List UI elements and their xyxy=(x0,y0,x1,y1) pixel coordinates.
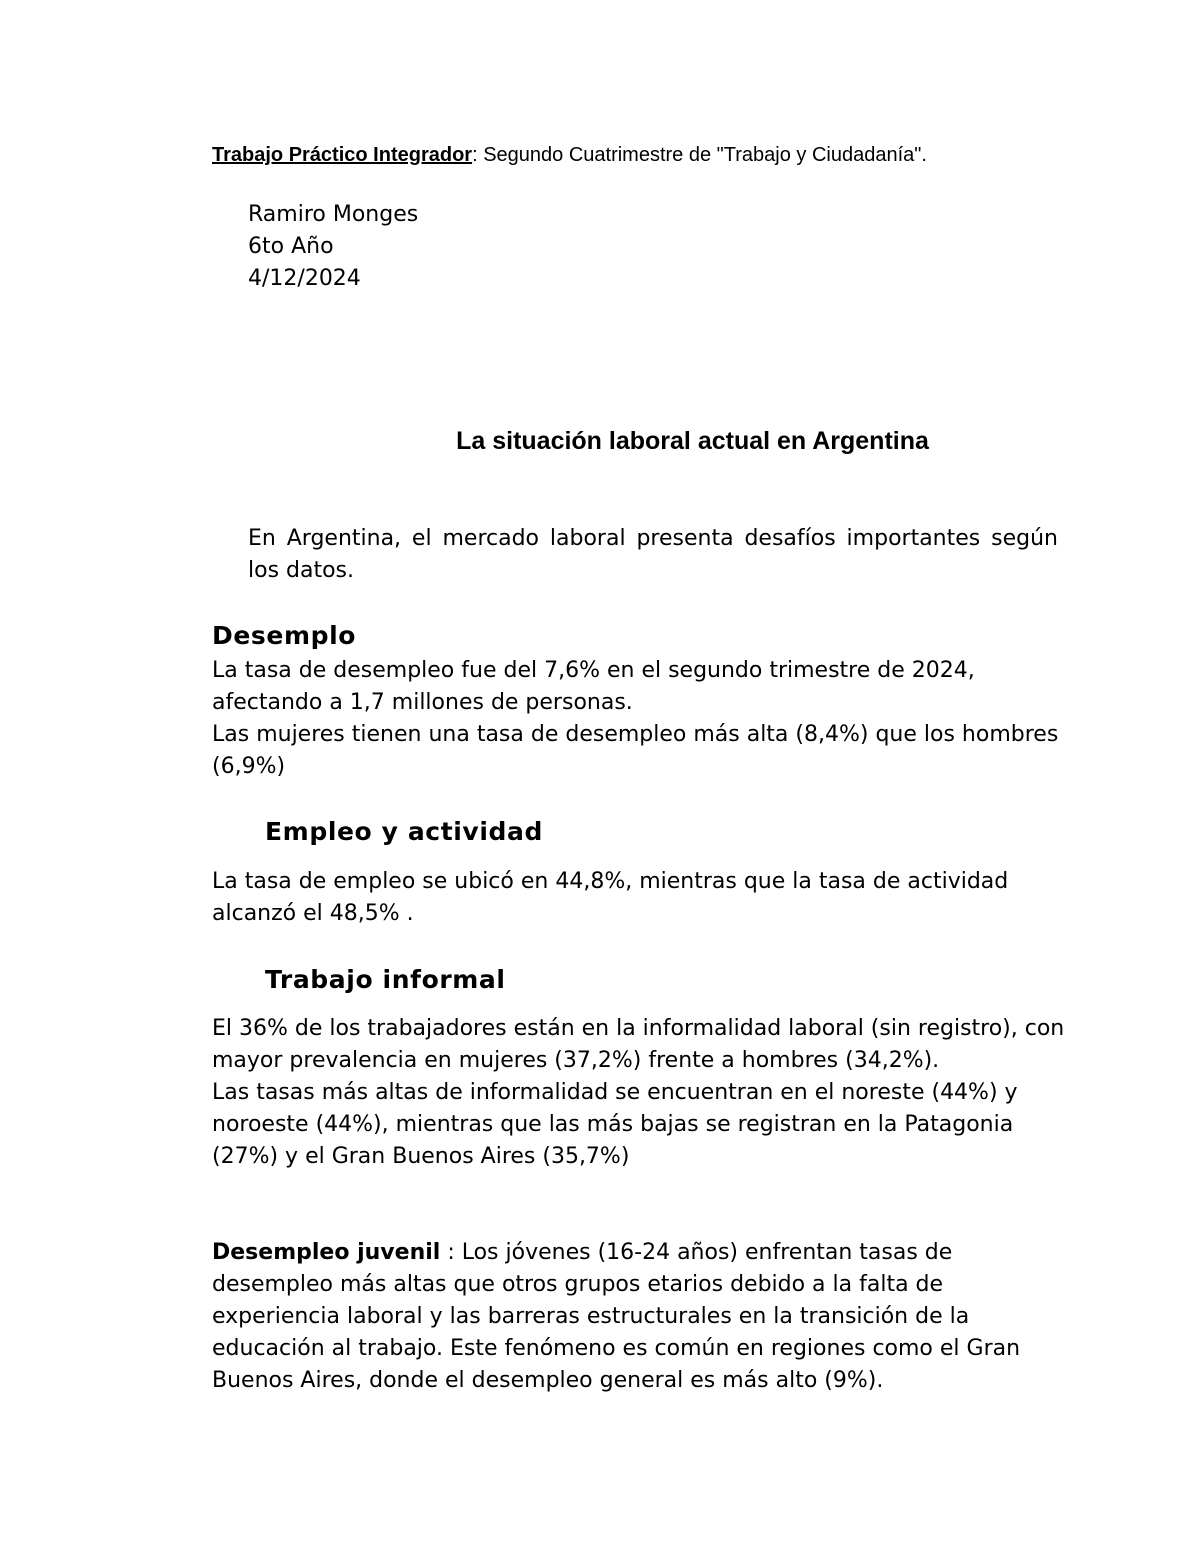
author-date: 4/12/2024 xyxy=(248,266,361,291)
juvenil-text: : Los jóvenes (16-24 años) enfrentan tasas de desempleo más altas que otros grupos etarios debido a la falta de experiencia laboral y las barreras estructurales en la transición de la educación al trabajo. Este fenómeno es común en regiones como el Gran Buenos Aires, donde el desempleo general es más alto (9%). xyxy=(212,1240,1021,1393)
section-informal xyxy=(212,1013,1072,1173)
heading-empleo: Empleo y actividad xyxy=(265,817,543,846)
header-text: : Segundo Cuatrimestre de "Trabajo y Ciudadanía". xyxy=(472,144,927,166)
informal-paragraph-2: Las tasas más altas de informalidad se encuentran en el noreste (44%) y noroeste (44%), mientras que las más bajas se registran en la Patagonia (27%) y el Gran Buenos Aires (35,7%) xyxy=(212,1080,1018,1169)
author-grade: 6to Año xyxy=(248,234,334,259)
section-desempleo xyxy=(212,655,1072,783)
empleo-paragraph-1: La tasa de empleo se ubicó en 44,8%, mientras que la tasa de actividad alcanzó el 48,5% . xyxy=(212,869,1009,926)
intro-paragraph: En Argentina, el mercado laboral presenta desafíos importantes según los datos. xyxy=(248,526,1058,583)
section-empleo xyxy=(212,866,1072,930)
desempleo-paragraph-1: La tasa de desempleo fue del 7,6% en el segundo trimestre de 2024, afectando a 1,7 millones de personas. xyxy=(212,658,975,715)
heading-desempleo: Desemplo xyxy=(212,621,357,650)
section-juvenil xyxy=(212,1237,1072,1397)
author-name: Ramiro Monges xyxy=(248,202,419,227)
header-label: Trabajo Práctico Integrador xyxy=(212,144,473,166)
informal-paragraph-1: El 36% de los trabajadores están en la informalidad laboral (sin registro), con mayor prevalencia en mujeres (37,2%) frente a hombres (34,2%). xyxy=(212,1016,1065,1073)
juvenil-paragraph xyxy=(212,1237,1072,1397)
juvenil-label: Desempleo juvenil xyxy=(212,1240,441,1265)
document-title: La situación laboral actual en Argentina xyxy=(456,427,929,455)
author-block xyxy=(248,199,418,295)
heading-informal: Trabajo informal xyxy=(265,965,506,994)
desempleo-paragraph-2: Las mujeres tienen una tasa de desempleo más alta (8,4%) que los hombres (6,9%) xyxy=(212,722,1059,779)
header-line xyxy=(212,142,927,168)
